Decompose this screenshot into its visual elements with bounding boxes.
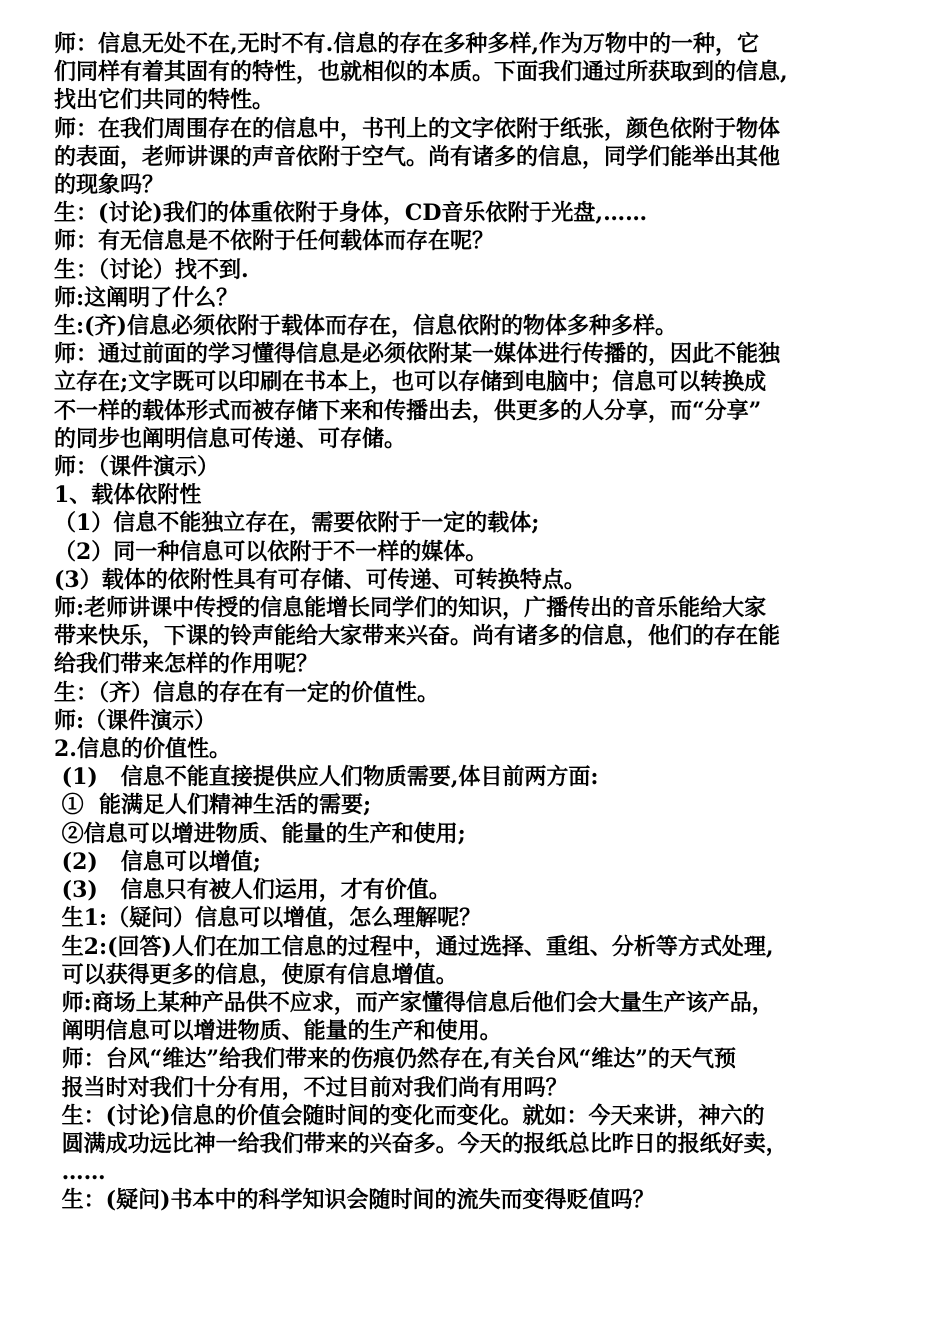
list-item: (2) 信息可以增值; xyxy=(54,848,261,875)
text-line: 阐明信息可以增进物质、能量的生产和使用。 xyxy=(54,1018,502,1045)
text-line: 可以获得更多的信息，使原有信息增值。 xyxy=(54,961,458,988)
text-line: 师:（课件演示） xyxy=(54,707,217,734)
text-line: 生：（齐）信息的存在有一定的价值性。 xyxy=(54,679,440,706)
text-line: 生2:(回答)人们在加工信息的过程中，通过选择、重组、分析等方式处理, xyxy=(54,933,774,960)
text-line: 生1:（疑问）信息可以增值，怎么理解呢？ xyxy=(54,905,482,932)
text-line: 不一样的载体形式而被存储下来和传播出去，供更多的人分享，而“分享” xyxy=(54,397,762,424)
text-line: 报当时对我们十分有用，不过目前对我们尚有用吗？ xyxy=(54,1074,568,1101)
text-line: 生：(疑问)书本中的科学知识会随时间的流失而变得贬值吗？ xyxy=(54,1187,655,1214)
text-line: 生：(讨论)我们的体重依附于身体，CD音乐依附于光盘,…… xyxy=(54,200,648,227)
list-item: ① 能满足人们精神生活的需要; xyxy=(54,792,372,819)
text-line: 师:这阐明了什么？ xyxy=(54,284,239,311)
list-item: (1) 信息不能直接提供应人们物质需要,体目前两方面: xyxy=(54,764,599,791)
text-line: 生：（讨论）找不到. xyxy=(54,256,249,283)
text-line: 的同步也阐明信息可传递、可存储。 xyxy=(54,425,407,452)
text-line: 找出它们共同的特性。 xyxy=(54,87,275,114)
text-line: 圆满成功远比神一给我们带来的兴奋多。今天的报纸总比昨日的报纸好卖， xyxy=(54,1130,788,1157)
section-heading: 2.信息的价值性。 xyxy=(54,736,231,763)
text-line: 的表面，老师讲课的声音依附于空气。尚有诸多的信息，同学们能举出其他 xyxy=(54,143,781,170)
text-line: 师：通过前面的学习懂得信息是必须依附某一媒体进行传播的，因此不能独 xyxy=(54,341,781,368)
list-item: (3）载体的依附性具有可存储、可传递、可转换特点。 xyxy=(54,566,586,593)
text-line: 师：有无信息是不依附于任何载体而存在呢？ xyxy=(54,228,495,255)
list-item: ②信息可以增进物质、能量的生产和使用; xyxy=(54,820,466,847)
text-line: 师：信息无处不在,无时不有.信息的存在多种多样,作为万物中的一种，它 xyxy=(54,31,759,57)
text-line: 师：（课件演示） xyxy=(54,454,220,481)
text-line: 生:(齐)信息必须依附于载体而存在，信息依附的物体多种多样。 xyxy=(54,313,677,340)
list-item: (3) 信息只有被人们运用，才有价值。 xyxy=(54,877,451,904)
text-line: 师:商场上某种产品供不应求，而产家懂得信息后他们会大量生产该产品， xyxy=(54,989,774,1016)
text-line: 师:老师讲课中传授的信息能增长同学们的知识，广播传出的音乐能给大家 xyxy=(54,595,767,622)
text-line: 师：在我们周围存在的信息中，书刊上的文字依附于纸张，颜色依附于物体 xyxy=(54,115,781,142)
text-line: 立存在;文字既可以印刷在书本上，也可以存储到电脑中；信息可以转换成 xyxy=(54,369,767,396)
text-line: 给我们带来怎样的作用呢？ xyxy=(54,651,319,678)
text-line: …… xyxy=(54,1159,106,1186)
text-line: 生：(讨论)信息的价值会随时间的变化而变化。就如：今天来讲，神六的 xyxy=(54,1102,765,1129)
list-item: （2）同一种信息可以依附于不一样的媒体。 xyxy=(54,538,488,565)
text-line: 带来快乐，下课的铃声能给大家带来兴奋。尚有诸多的信息，他们的存在能 xyxy=(54,623,781,650)
text-line: 们同样有着其固有的特性，也就相似的本质。下面我们通过所获取到的信息, xyxy=(54,59,788,86)
text-line: 的现象吗？ xyxy=(54,172,165,199)
list-item: （1）信息不能独立存在，需要依附于一定的载体; xyxy=(54,510,540,537)
section-heading: 1、载体依附性 xyxy=(54,482,202,509)
text-line: 师：台风“维达”给我们带来的伤痕仍然存在,有关台风“维达”的天气预 xyxy=(54,1046,736,1073)
